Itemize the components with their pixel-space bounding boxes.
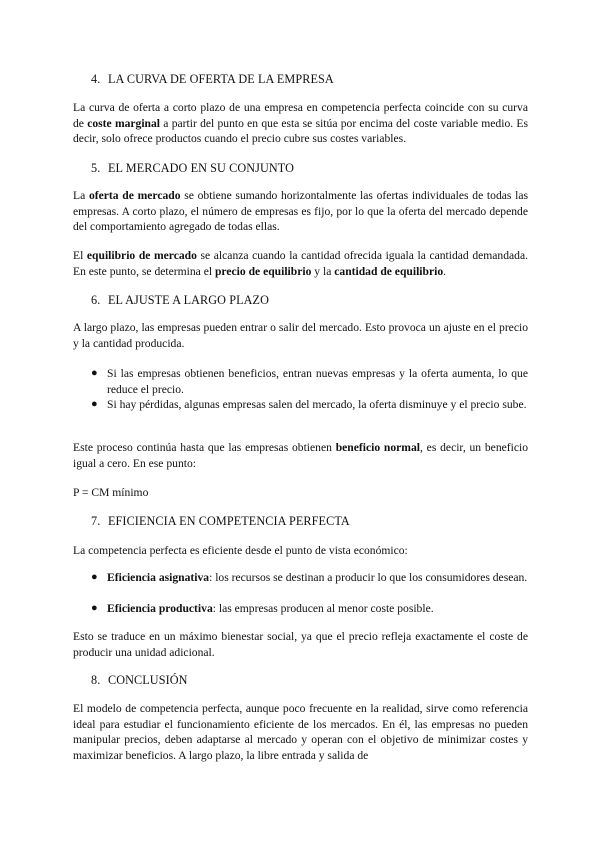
bullet-icon: ● — [91, 571, 98, 583]
text-run: Esto se traduce en un máximo bienestar social, ya que el precio refleja exactamente el coste de producir una unidad adicional. — [73, 630, 528, 659]
section-number: 4. — [91, 72, 101, 86]
section-title: LA CURVA DE OFERTA DE LA EMPRESA — [108, 72, 334, 86]
text-run: : las empresas producen al menor coste posible. — [212, 602, 434, 615]
text-run: La — [73, 189, 89, 202]
list-item — [91, 366, 528, 397]
text-run: La competencia perfecta es eficiente desde el punto de vista económico: — [73, 544, 408, 557]
text-run: La curva de oferta a corto plazo de una empresa en competencia perfecta coincide con su curva de — [73, 101, 528, 130]
section-heading-8 — [91, 673, 188, 688]
paragraph — [73, 100, 528, 147]
bold-term: Eficiencia productiva — [107, 602, 213, 615]
bold-term: coste marginal — [87, 116, 161, 130]
text-run: se obtiene sumando horizontalmente las ofertas individuales de todas las empresas. A corto plazo, el número de empresas es fijo, por lo que la oferta del mercado depende del comportamiento agregado de todas ellas. — [73, 189, 528, 233]
text-run: se alcanza cuando la cantidad ofrecida iguala la cantidad demandada. En este punto, se determina el — [73, 249, 529, 278]
section-heading-4 — [91, 72, 334, 87]
bold-term: oferta de mercado — [88, 189, 181, 202]
list-item — [91, 570, 528, 586]
paragraph — [73, 248, 528, 279]
bold-term: beneficio normal — [335, 441, 420, 454]
section-number: 8. — [91, 673, 101, 687]
bold-term: equilibrio de mercado — [86, 249, 197, 262]
list-item — [91, 397, 528, 413]
paragraph — [73, 629, 528, 660]
paragraph — [73, 320, 528, 351]
section-title: EL MERCADO EN SU CONJUNTO — [108, 161, 294, 175]
paragraph — [73, 701, 528, 763]
bold-term: Eficiencia asignativa — [107, 571, 210, 584]
text-run: Este proceso continúa hasta que las empresas obtienen — [73, 441, 336, 454]
text-run: A largo plazo, las empresas pueden entrar o salir del mercado. Esto provoca un ajuste en el precio y la cantidad producida. — [73, 321, 528, 350]
text-run: Si hay pérdidas, algunas empresas salen del mercado, la oferta disminuye y el precio sube. — [107, 398, 527, 411]
text-run: El — [73, 249, 87, 262]
list-item — [91, 601, 528, 617]
section-title: EFICIENCIA EN COMPETENCIA PERFECTA — [108, 514, 350, 528]
section-title: EL AJUSTE A LARGO PLAZO — [108, 293, 269, 307]
paragraph — [73, 188, 528, 235]
text-run: Si las empresas obtienen beneficios, entran nuevas empresas y la oferta aumenta, lo que reduce el precio. — [107, 367, 528, 396]
bullet-icon: ● — [91, 602, 98, 614]
section-heading-6 — [91, 293, 269, 308]
text-run: , es decir, un beneficio igual a cero. En ese punto: — [73, 441, 529, 470]
bold-term: cantidad de equilibrio — [334, 264, 444, 278]
section-title: CONCLUSIÓN — [108, 673, 188, 687]
section-number: 5. — [91, 161, 101, 175]
text-run: : los recursos se destinan a producir lo que los consumidores desean. — [209, 571, 528, 584]
text-run: . — [443, 264, 447, 278]
section-number: 7. — [91, 514, 101, 528]
bold-term: precio de equilibrio — [214, 264, 312, 278]
text-run: El modelo de competencia perfecta, aunque poco frecuente en la realidad, sirve como referencia ideal para estudiar el funcionamiento eficiente de los mercados. En él, las empresas no pueden manipular precios, deben adaptarse al mercado y operan con el objetivo de minimizar costes y maximizar beneficios. A largo plazo, la libre entrada y salida de — [73, 702, 528, 762]
section-number: 6. — [91, 293, 101, 307]
section-heading-5 — [91, 161, 294, 176]
paragraph — [73, 440, 528, 471]
section-heading-7 — [91, 514, 350, 529]
text-run: P = CM mínimo — [73, 486, 149, 499]
formula — [73, 485, 528, 501]
text-run: y la — [311, 264, 335, 278]
text-run: a partir del punto en que esta se sitúa por encima del coste variable medio. Es decir, solo ofrece productos cuando el precio cubre sus costes variables. — [73, 116, 529, 145]
paragraph — [73, 543, 528, 559]
bullet-icon: ● — [91, 398, 98, 410]
bullet-icon: ● — [91, 367, 98, 379]
